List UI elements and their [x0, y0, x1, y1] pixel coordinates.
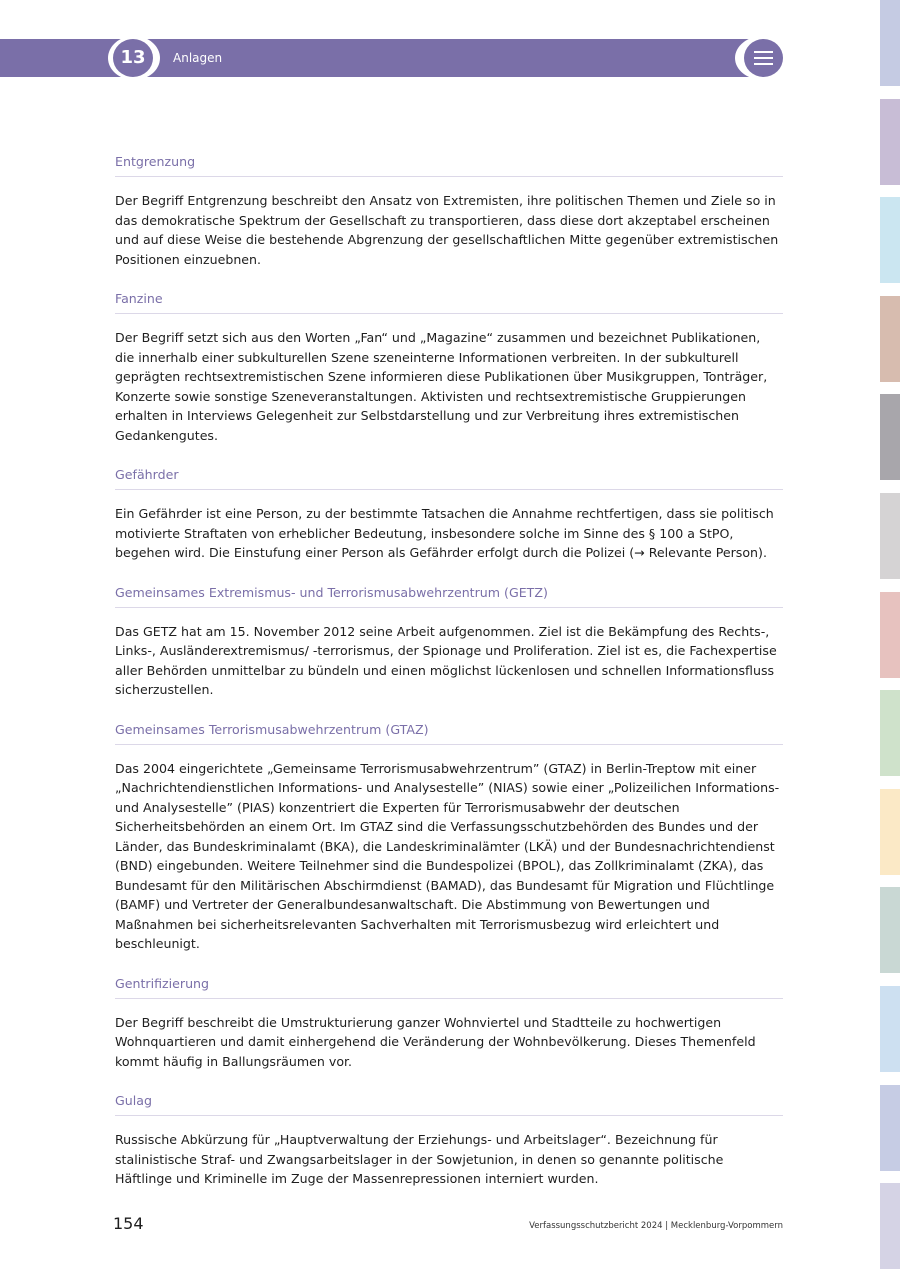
glossary-entry — [115, 465, 783, 563]
chapter-tab[interactable] — [880, 1085, 900, 1171]
entry-title: Gemeinsames Extremismus- und Terrorismusabwehrzentrum (GETZ) — [115, 583, 783, 608]
glossary-entry — [115, 289, 783, 445]
entry-title: Fanzine — [115, 289, 783, 314]
chapter-tab[interactable] — [880, 986, 900, 1072]
section-title: Anlagen — [173, 51, 223, 65]
entry-text: Der Begriff Entgrenzung beschreibt den Ansatz von Extremisten, ihre politischen Themen und Ziele so in das demokratische Spektrum der Gesellschaft zu transportieren, dass diese dort akzeptabel erscheinen und auf diese Weise die bestehende Abgrenzung der gesellschaftlichen Mitte gegenüber extremistischen Positionen einzuebnen. — [115, 193, 779, 267]
chapter-tab[interactable] — [880, 0, 900, 86]
chapter-tab[interactable] — [880, 493, 900, 579]
chapter-tab[interactable] — [880, 887, 900, 973]
glossary-entry — [115, 583, 783, 700]
entry-text: Ein Gefährder ist eine Person, zu der bestimmte Tatsachen die Annahme rechtfertigen, dass sie politisch motivierte Straftaten von erheblicher Bedeutung, insbesondere solche im Sinne des § 100 a StPO, begehen wird. Die Einstufung einer Person als Gefährder erfolgt durch die Polizei (→ Relevante Person). — [115, 506, 774, 560]
entry-title: Gefährder — [115, 465, 783, 490]
entry-text: Russische Abkürzung für „Hauptverwaltung der Erziehungs- und Arbeitslager“. Bezeichnung für stalinistische Straf- und Zwangsarbeitslager in der Sowjetunion, in denen so genannte politische Häftlinge und Kriminelle im Zuge der Massenrepressionen interniert wurden. — [115, 1132, 724, 1186]
entry-title: Gentrifizierung — [115, 974, 783, 999]
entry-title: Entgrenzung — [115, 152, 783, 177]
chapter-tab[interactable] — [880, 296, 900, 382]
chapter-tab[interactable] — [880, 1183, 900, 1269]
chapter-tab-strip — [880, 0, 900, 1272]
hamburger-menu-icon[interactable] — [744, 39, 783, 77]
chapter-number: 13 — [113, 39, 153, 77]
chapter-tab[interactable] — [880, 99, 900, 185]
glossary-entry — [115, 152, 783, 269]
entry-text: Der Begriff setzt sich aus den Worten „Fan“ und „Magazine“ zusammen und bezeichnet Publikationen, die innerhalb einer subkulturellen Szene szeneinterne Informationen verbreiten. In der subkulturell geprägten rechtsextremistischen Szene informieren diese Publikationen über Musikgruppen, Tonträger, Konzerte sowie sonstige Szeneveranstaltungen. Aktivisten und rechtsextremistische Gruppierungen erhalten in Interviews Gelegenheit zur Selbstdarstellung und zur Verbreitung ihres extremistischen Gedankengutes. — [115, 330, 768, 443]
page-number: 154 — [113, 1214, 144, 1233]
entry-text: Das GETZ hat am 15. November 2012 seine Arbeit aufgenommen. Ziel ist die Bekämpfung des Rechts-, Links-, Ausländerextremismus/ -terrorismus, der Spionage und Proliferation. Ziel ist es, die Fachexpertise aller Behörden unmittelbar zu bündeln und einen möglichst lückenlosen und schnellen Informationsfluss sicherzustellen. — [115, 623, 777, 697]
chapter-tab[interactable] — [880, 789, 900, 875]
glossary-content — [115, 152, 783, 1209]
chapter-badge — [108, 36, 160, 80]
glossary-entry — [115, 974, 783, 1072]
entry-title: Gemeinsames Terrorismusabwehrzentrum (GTAZ) — [115, 720, 783, 745]
entry-title: Gulag — [115, 1091, 783, 1116]
entry-text: Der Begriff beschreibt die Umstrukturierung ganzer Wohnviertel und Stadtteile zu hochwertigen Wohnquartieren und damit einhergehend die Veränderung der Wohnbevölkerung. Dieses Themenfeld kommt häufig in Ballungsräumen vor. — [115, 1014, 756, 1069]
chapter-tab[interactable] — [880, 197, 900, 283]
glossary-entry — [115, 720, 783, 954]
footer-publication: Verfassungsschutzbericht 2024 | Mecklenburg-Vorpommern — [529, 1221, 783, 1231]
chapter-tab[interactable] — [880, 592, 900, 678]
entry-text: Das 2004 eingerichtete „Gemeinsame Terrorismusabwehrzentrum” (GTAZ) in Berlin-Treptow mit einer „Nachrichtendienstlichen Informations- und Analysestelle” (NIAS) sowie einer „Polizeilichen Informations- und Analysestelle” (PIAS) konzentriert die Experten für Terrorismusabwehr der deutschen Sicherheitsbehörden an einem Ort. Im GTAZ sind die Verfassungsschutzbehörden des Bundes und der Länder, das Bundeskriminalamt (BKA), die Landeskriminalämter (LKÄ) und der Bundesnachrichtendienst (BND) eingebunden. Weitere Teilnehmer sind die Bundespolizei (BPOL), das Zollkriminalamt (ZKA), das Bundesamt für den Militärischen Abschirmdienst (BAMAD), das Bundesamt für Migration und Flüchtlinge (BAMF) und Vertreter der Generalbundesanwaltschaft. Die Abstimmung von Bewertungen und Maßnahmen bei sicherheitsrelevanten Sachverhalten mit Terrorismusbezug wird erleichtert und beschleunigt. — [115, 760, 780, 951]
glossary-entry — [115, 1091, 783, 1189]
chapter-tab[interactable] — [880, 690, 900, 776]
chapter-tab[interactable] — [880, 394, 900, 480]
